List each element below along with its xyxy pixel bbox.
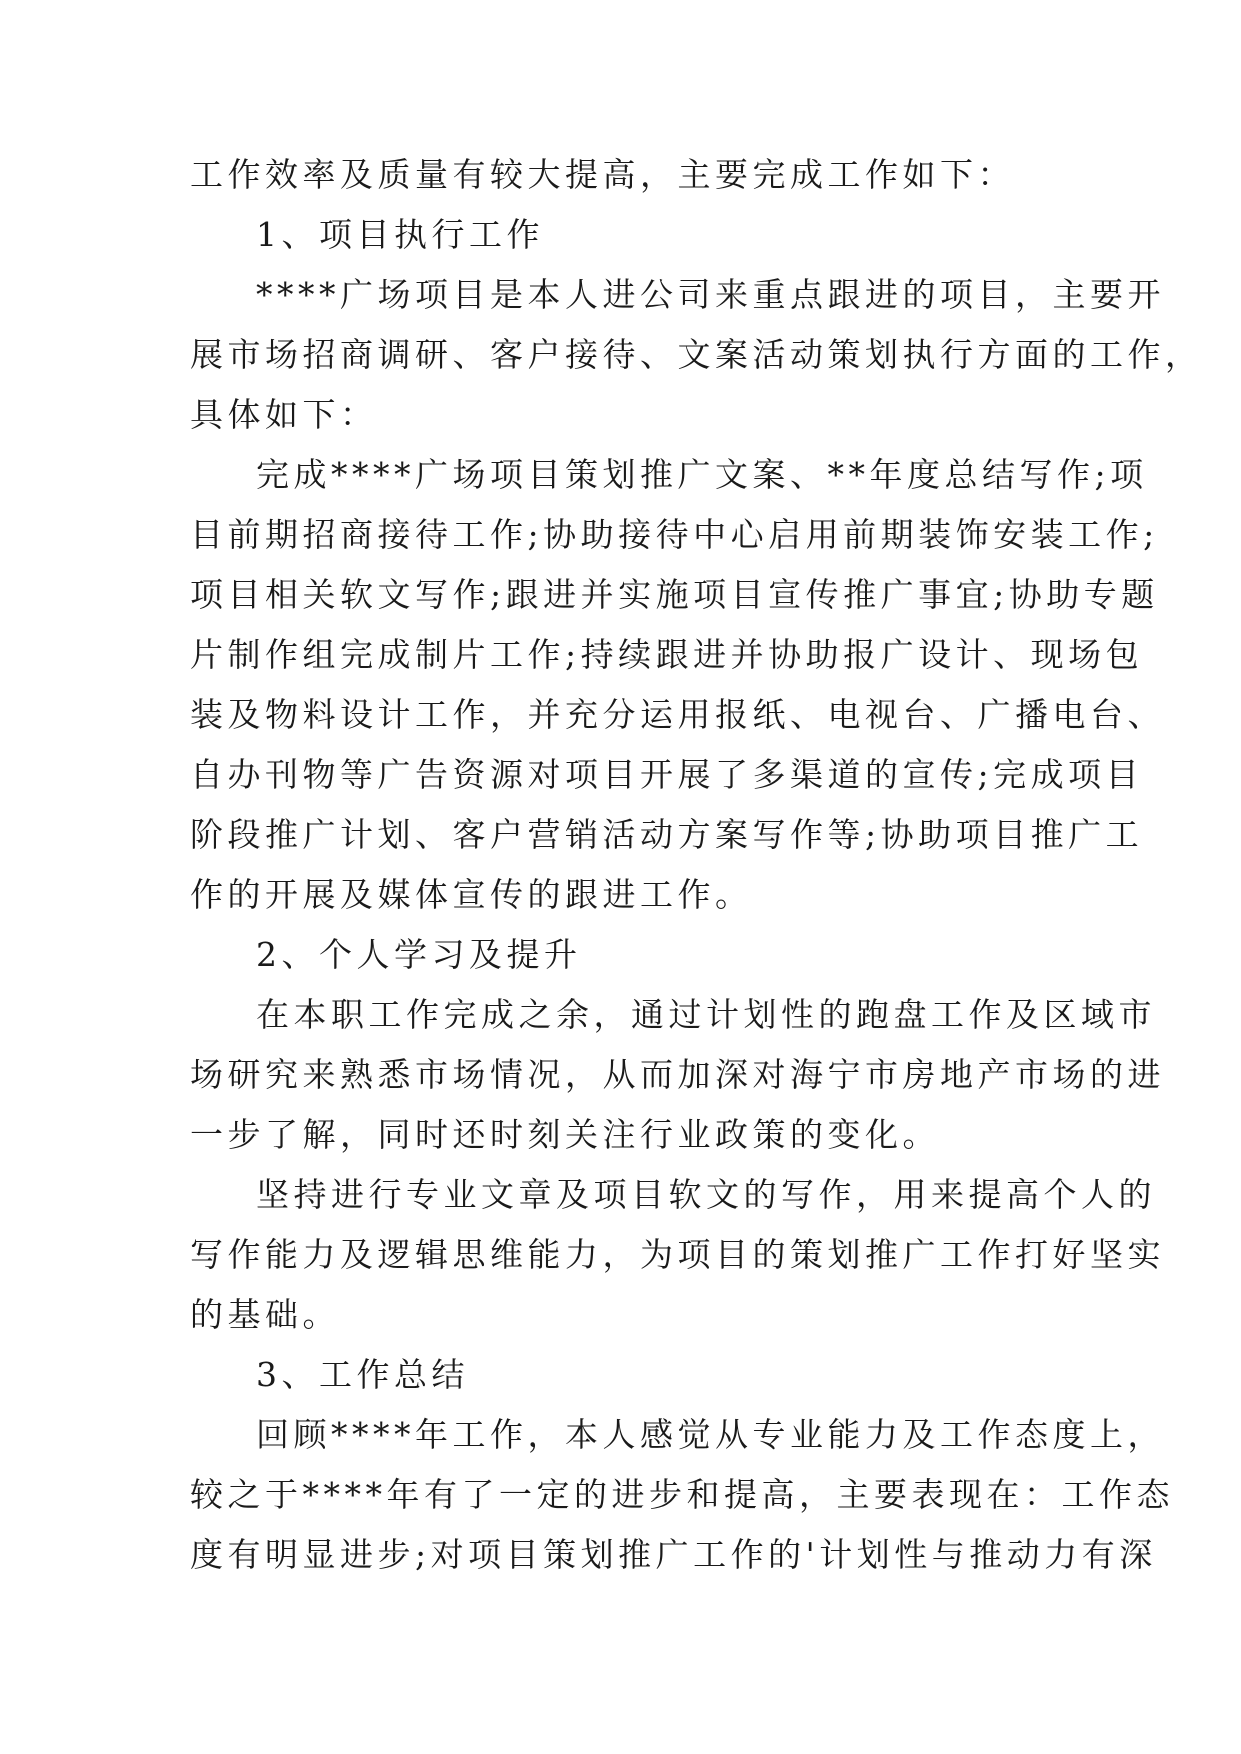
text-line-24: 度有明显进步;对项目策划推广工作的'计划性与推动力有深: [190, 1535, 1157, 1574]
text-line-18: 坚持进行专业文章及项目软文的写作，用来提高个人的: [256, 1175, 1156, 1214]
text-line-17: 一步了解，同时还时刻关注行业政策的变化。: [190, 1115, 940, 1154]
text-line-1: 工作效率及质量有较大提高，主要完成工作如下：: [190, 155, 1015, 194]
text-line-20: 的基础。: [190, 1295, 340, 1334]
text-line-4: 展市场招商调研、客户接待、文案活动策划执行方面的工作，: [190, 335, 1203, 374]
text-line-9: 片制作组完成制片工作;持续跟进并协助报广设计、现场包: [190, 635, 1144, 674]
text-line-10: 装及物料设计工作，并充分运用报纸、电视台、广播电台、: [190, 695, 1165, 734]
text-line-6: 完成****广场项目策划推广文案、**年度总结写作;项: [256, 455, 1148, 494]
text-line-8: 项目相关软文写作;跟进并实施项目宣传推广事宜;协助专题: [190, 575, 1159, 614]
text-line-3: ****广场项目是本人进公司来重点跟进的项目，主要开: [256, 275, 1165, 314]
section-heading-1: 1、项目执行工作: [256, 215, 544, 254]
text-line-16: 场研究来熟悉市场情况，从而加深对海宁市房地产市场的进: [190, 1055, 1165, 1094]
text-line-12: 阶段推广计划、客户营销活动方案写作等;协助项目推广工: [190, 815, 1144, 854]
section-heading-3: 3、工作总结: [256, 1355, 469, 1394]
text-line-5: 具体如下：: [190, 395, 378, 434]
text-line-15: 在本职工作完成之余，通过计划性的跑盘工作及区域市: [256, 995, 1156, 1034]
text-line-7: 目前期招商接待工作;协助接待中心启用前期装饰安装工作;: [190, 515, 1159, 554]
text-line-11: 自办刊物等广告资源对项目开展了多渠道的宣传;完成项目: [190, 755, 1144, 794]
section-heading-2: 2、个人学习及提升: [256, 935, 582, 974]
text-line-23: 较之于****年有了一定的进步和提高，主要表现在：工作态: [190, 1475, 1174, 1514]
text-line-13: 作的开展及媒体宣传的跟进工作。: [190, 875, 753, 914]
text-line-22: 回顾****年工作，本人感觉从专业能力及工作态度上，: [256, 1415, 1165, 1454]
text-line-19: 写作能力及逻辑思维能力，为项目的策划推广工作打好坚实: [190, 1235, 1165, 1274]
